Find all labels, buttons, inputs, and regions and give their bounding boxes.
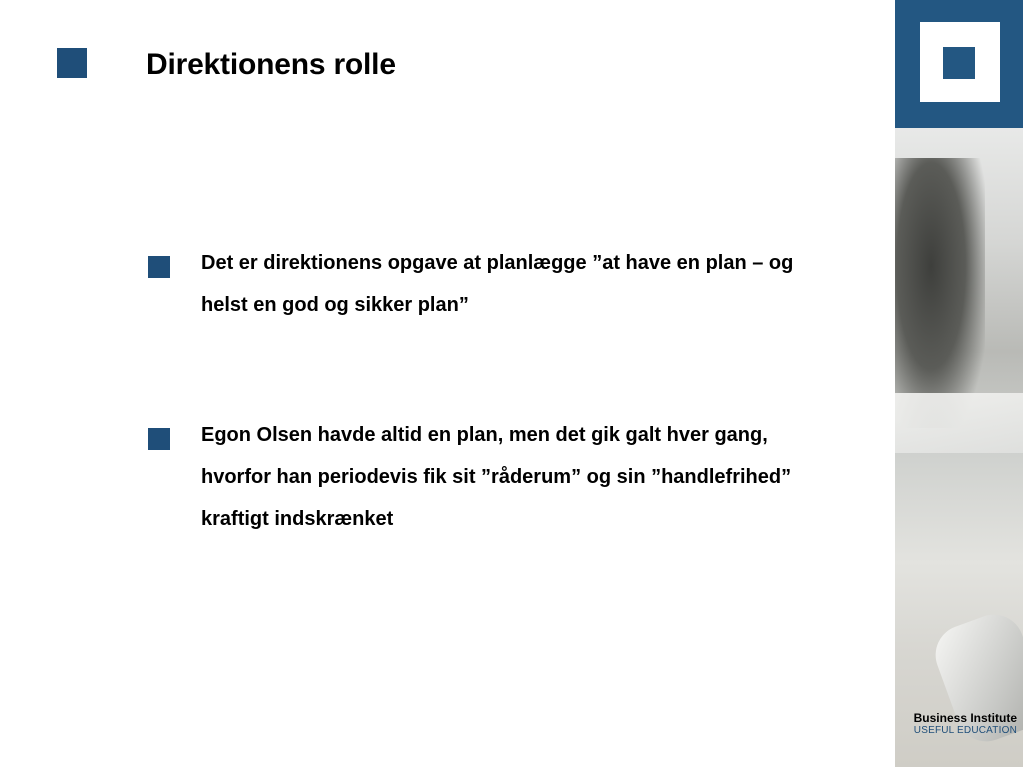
title-bullet-square xyxy=(57,48,87,78)
photo-paper xyxy=(895,393,1023,453)
brand-tagline: USEFUL EDUCATION xyxy=(913,725,1017,736)
office-photo xyxy=(895,128,1023,767)
logo-icon xyxy=(895,0,1023,128)
brand-name: Business Institute xyxy=(913,711,1017,725)
bullet-text: Egon Olsen havde altid en plan, men det gik galt hver gang, hvorfor han periodevis fik sit ”råderum” og sin ”handlefrihed” kraftigt indskrænket xyxy=(201,424,792,530)
logo-inner-square xyxy=(943,47,975,79)
bullet-square-icon xyxy=(148,256,170,278)
photo-person-blur xyxy=(895,158,985,428)
brand-block xyxy=(914,711,1017,737)
side-photo-panel xyxy=(895,0,1023,767)
logo-frame xyxy=(920,22,1000,102)
slide-title: Direktionens rolle xyxy=(146,48,396,81)
bullet-square-icon xyxy=(148,428,170,450)
bullet-text: Det er direktionens opgave at planlægge ”at have en plan – og helst en god og sikker plan” xyxy=(201,252,794,316)
